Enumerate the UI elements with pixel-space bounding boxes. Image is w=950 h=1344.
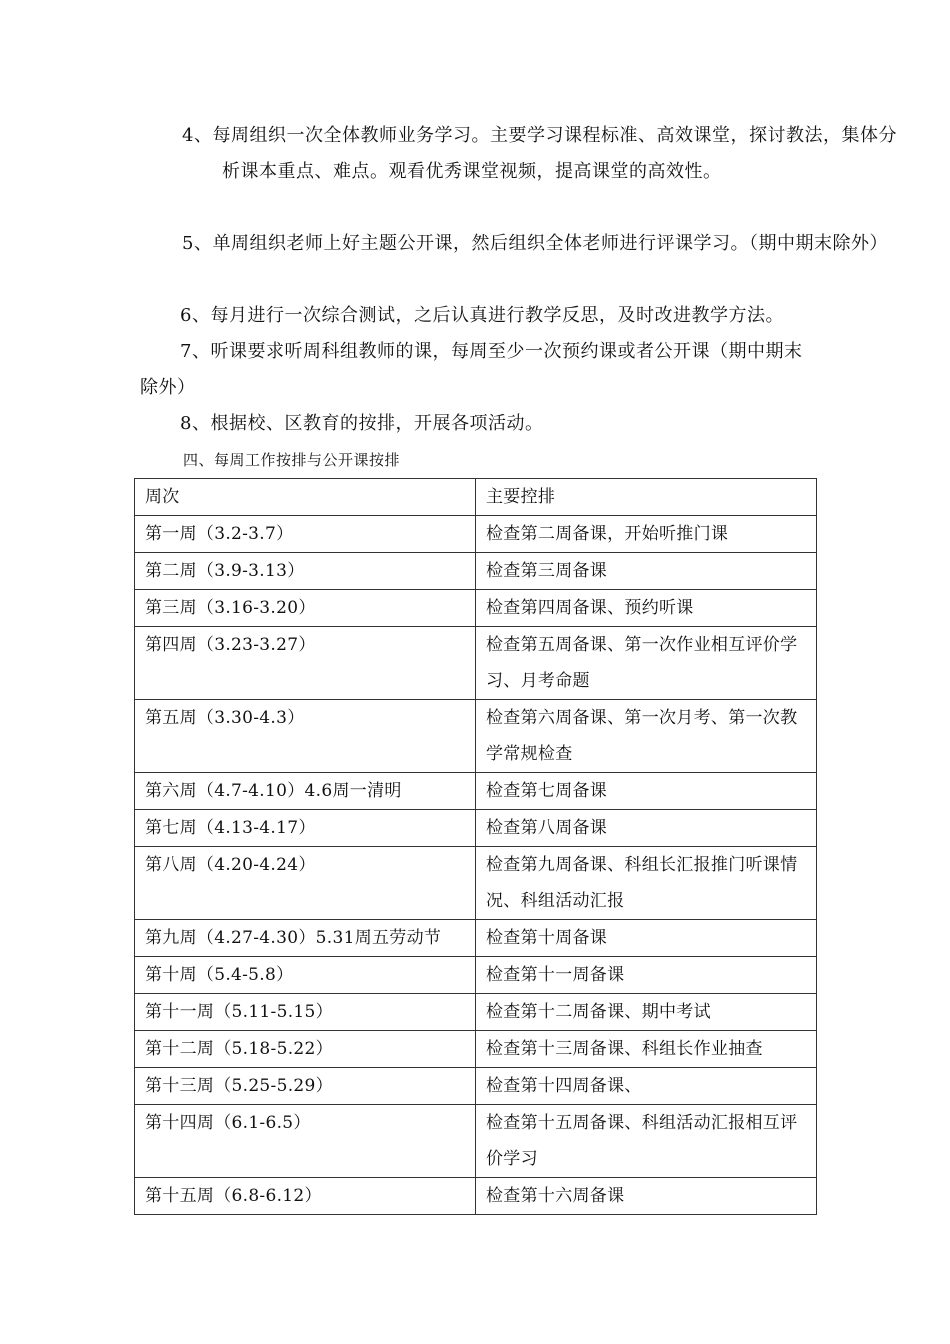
table-row	[135, 1031, 817, 1068]
table-row	[135, 847, 817, 920]
paragraph-item-5: 5、单周组织老师上好主题公开课，然后组织全体老师进行评课学习。（期中期末除外）	[182, 233, 888, 254]
paragraph-item-6: 6、每月进行一次综合测试，之后认真进行教学反思，及时改进教学方法。	[180, 305, 784, 326]
table-row	[135, 957, 817, 994]
week-cell: 第六周（4.7-4.10）4.6周一清明	[135, 773, 476, 810]
week-cell: 第十二周（5.18-5.22）	[135, 1031, 476, 1068]
week-cell: 第十五周（6.8-6.12）	[135, 1178, 476, 1215]
arrangement-cell: 检查第六周备课、第一次月考、第一次教学常规检查	[476, 700, 817, 773]
table-row	[135, 920, 817, 957]
table-row	[135, 810, 817, 847]
arrangement-cell: 检查第十六周备课	[476, 1178, 817, 1215]
week-cell: 第五周（3.30-4.3）	[135, 700, 476, 773]
week-cell: 第九周（4.27-4.30）5.31周五劳动节	[135, 920, 476, 957]
column-header-arrangement: 主要控排	[476, 479, 817, 516]
table-row	[135, 1068, 817, 1105]
arrangement-cell: 检查第二周备课，开始听推门课	[476, 516, 817, 553]
arrangement-cell: 检查第七周备课	[476, 773, 817, 810]
arrangement-cell: 检查第四周备课、预约听课	[476, 590, 817, 627]
section-heading: 四、每周工作按排与公开课按排	[183, 451, 401, 469]
paragraph-item-8: 8、根据校、区教育的按排，开展各项活动。	[180, 413, 544, 434]
table-row	[135, 700, 817, 773]
arrangement-cell: 检查第十一周备课	[476, 957, 817, 994]
week-cell: 第十三周（5.25-5.29）	[135, 1068, 476, 1105]
week-cell: 第四周（3.23-3.27）	[135, 627, 476, 700]
table-header-row	[135, 479, 817, 516]
arrangement-cell: 检查第五周备课、第一次作业相互评价学习、月考命题	[476, 627, 817, 700]
table-row	[135, 994, 817, 1031]
arrangement-cell: 检查第十二周备课、期中考试	[476, 994, 817, 1031]
week-cell: 第七周（4.13-4.17）	[135, 810, 476, 847]
arrangement-cell: 检查第九周备课、科组长汇报推门听课情况、科组活动汇报	[476, 847, 817, 920]
week-cell: 第八周（4.20-4.24）	[135, 847, 476, 920]
week-cell: 第十四周（6.1-6.5）	[135, 1105, 476, 1178]
column-header-week: 周次	[135, 479, 476, 516]
weekly-schedule-table	[134, 478, 817, 1215]
arrangement-cell: 检查第三周备课	[476, 553, 817, 590]
paragraph-item-4: 4、每周组织一次全体教师业务学习。主要学习课程标准、高效课堂，探讨教法，集体分析课本重点、难点。观看优秀课堂视频，提高课堂的高效性。	[182, 125, 897, 182]
week-cell: 第一周（3.2-3.7）	[135, 516, 476, 553]
arrangement-cell: 检查第十周备课	[476, 920, 817, 957]
arrangement-cell: 检查第十五周备课、科组活动汇报相互评价学习	[476, 1105, 817, 1178]
table-row	[135, 516, 817, 553]
week-cell: 第三周（3.16-3.20）	[135, 590, 476, 627]
table-row	[135, 1105, 817, 1178]
table-row	[135, 773, 817, 810]
arrangement-cell: 检查第十四周备课、	[476, 1068, 817, 1105]
table-row	[135, 553, 817, 590]
week-cell: 第十周（5.4-5.8）	[135, 957, 476, 994]
arrangement-cell: 检查第八周备课	[476, 810, 817, 847]
paragraph-item-7: 7、听课要求听周科组教师的课，每周至少一次预约课或者公开课（期中期末除外）	[140, 341, 803, 398]
week-cell: 第二周（3.9-3.13）	[135, 553, 476, 590]
week-cell: 第十一周（5.11-5.15）	[135, 994, 476, 1031]
arrangement-cell: 检查第十三周备课、科组长作业抽查	[476, 1031, 817, 1068]
table-row	[135, 590, 817, 627]
table-row	[135, 1178, 817, 1215]
table-row	[135, 627, 817, 700]
